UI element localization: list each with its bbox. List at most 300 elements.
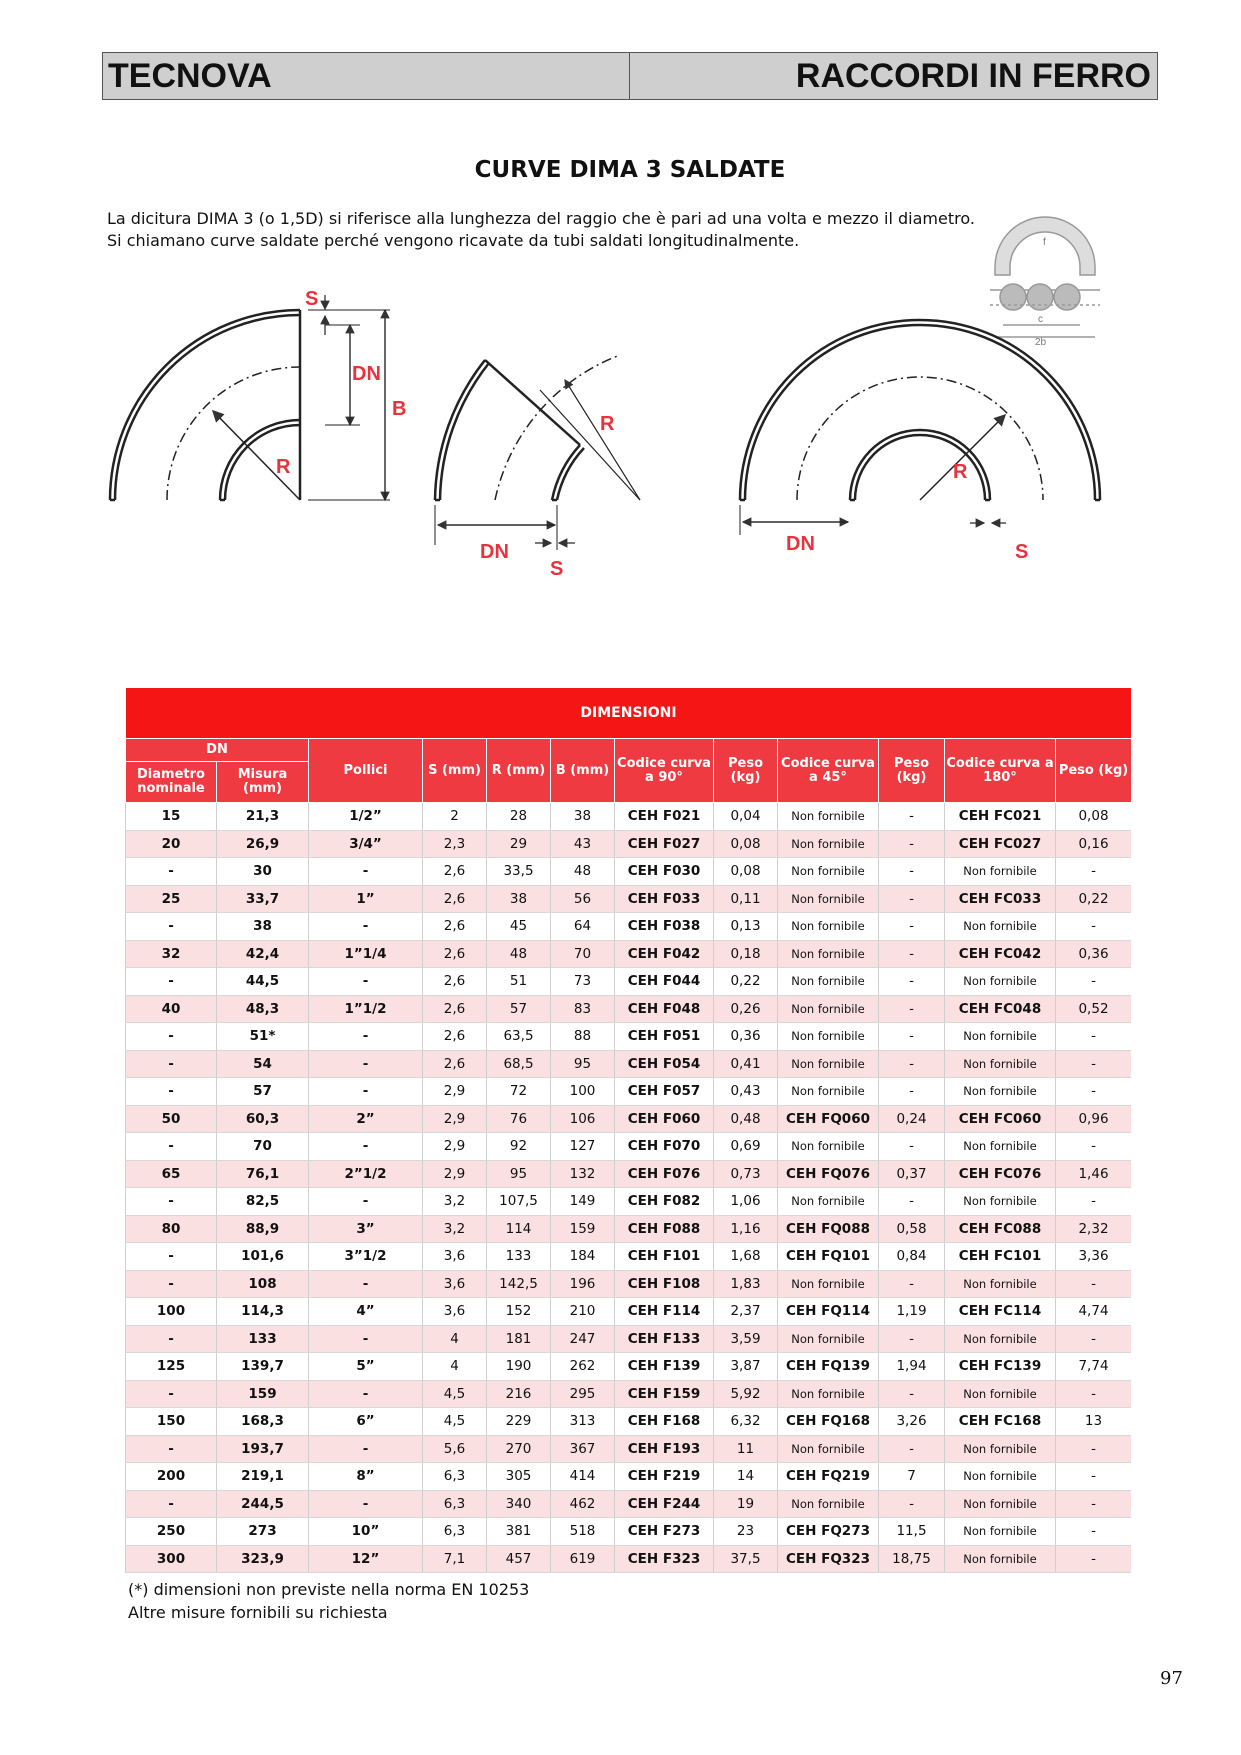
table-cell: 92 xyxy=(487,1133,551,1161)
footnotes xyxy=(128,1578,529,1624)
table-cell: - xyxy=(309,1188,423,1216)
table-cell: 3,6 xyxy=(423,1243,487,1271)
table-cell: Non fornibile xyxy=(945,968,1056,996)
table-cell: - xyxy=(879,913,945,941)
table-cell: 73 xyxy=(551,968,615,996)
table-cell: 0,36 xyxy=(714,1023,778,1051)
table-cell: 0,18 xyxy=(714,940,778,968)
table-cell: CEH F101 xyxy=(615,1243,714,1271)
table-cell: CEH F323 xyxy=(615,1545,714,1573)
table-cell: 150 xyxy=(126,1408,217,1436)
table-cell: Non fornibile xyxy=(778,1133,879,1161)
header-misura: Misura (mm) xyxy=(217,762,309,803)
table-cell: 414 xyxy=(551,1463,615,1491)
table-cell: - xyxy=(1056,913,1132,941)
table-cell: 38 xyxy=(487,885,551,913)
table-cell: 0,41 xyxy=(714,1050,778,1078)
table-cell: 1” xyxy=(309,885,423,913)
table-cell: 4,5 xyxy=(423,1408,487,1436)
table-cell: 0,36 xyxy=(1056,940,1132,968)
table-cell: - xyxy=(309,1023,423,1051)
table-cell: 4” xyxy=(309,1298,423,1326)
table-cell: - xyxy=(1056,858,1132,886)
table-cell: 108 xyxy=(217,1270,309,1298)
table-cell: 168,3 xyxy=(217,1408,309,1436)
table-cell: CEH F133 xyxy=(615,1325,714,1353)
label-dn-180: DN xyxy=(786,533,815,555)
table-cell: CEH F168 xyxy=(615,1408,714,1436)
table-cell: - xyxy=(1056,1518,1132,1546)
header-code-45: Codice curva a 45° xyxy=(778,739,879,803)
table-cell: - xyxy=(879,830,945,858)
table-cell: 133 xyxy=(487,1243,551,1271)
table-cell: 381 xyxy=(487,1518,551,1546)
table-cell: 2,6 xyxy=(423,1023,487,1051)
table-row xyxy=(126,1325,1132,1353)
table-cell: 0,96 xyxy=(1056,1105,1132,1133)
label-s-180: S xyxy=(1015,541,1029,563)
table-cell: Non fornibile xyxy=(778,885,879,913)
table-cell: 2 xyxy=(423,803,487,831)
table-cell: 181 xyxy=(487,1325,551,1353)
table-body xyxy=(126,803,1132,1573)
table-cell: 101,6 xyxy=(217,1243,309,1271)
table-cell: Non fornibile xyxy=(778,1188,879,1216)
table-cell: 70 xyxy=(217,1133,309,1161)
table-cell: 19 xyxy=(714,1490,778,1518)
table-cell: 64 xyxy=(551,913,615,941)
table-cell: 1”1/2 xyxy=(309,995,423,1023)
table-row xyxy=(126,1545,1132,1573)
table-cell: - xyxy=(1056,1545,1132,1573)
table-cell: 8” xyxy=(309,1463,423,1491)
elbow-180-drawing xyxy=(740,320,1100,535)
table-cell: CEH F054 xyxy=(615,1050,714,1078)
table-cell: Non fornibile xyxy=(945,913,1056,941)
table-cell: 38 xyxy=(217,913,309,941)
table-cell: Non fornibile xyxy=(945,1545,1056,1573)
table-cell: - xyxy=(879,1325,945,1353)
table-cell: 0,04 xyxy=(714,803,778,831)
table-cell: 0,84 xyxy=(879,1243,945,1271)
table-cell: 0,52 xyxy=(1056,995,1132,1023)
table-row xyxy=(126,1408,1132,1436)
table-cell: - xyxy=(879,1023,945,1051)
table-cell: 3,2 xyxy=(423,1188,487,1216)
table-cell: - xyxy=(126,1490,217,1518)
table-cell: 50 xyxy=(126,1105,217,1133)
table-cell: Non fornibile xyxy=(778,968,879,996)
table-cell: - xyxy=(1056,1188,1132,1216)
table-cell: CEH FQ076 xyxy=(778,1160,879,1188)
table-cell: 12” xyxy=(309,1545,423,1573)
table-row xyxy=(126,1353,1132,1381)
table-cell: - xyxy=(309,1133,423,1161)
table-cell: Non fornibile xyxy=(945,1380,1056,1408)
table-row xyxy=(126,1188,1132,1216)
table-cell: 250 xyxy=(126,1518,217,1546)
table-cell: - xyxy=(126,1435,217,1463)
page-title: CURVE DIMA 3 SALDATE xyxy=(474,157,786,183)
table-cell: CEH F070 xyxy=(615,1133,714,1161)
table-cell: 0,37 xyxy=(879,1160,945,1188)
table-cell: 2,32 xyxy=(1056,1215,1132,1243)
table-cell: 133 xyxy=(217,1325,309,1353)
table-cell: - xyxy=(879,968,945,996)
table-cell: 76 xyxy=(487,1105,551,1133)
table-cell: CEH FQ060 xyxy=(778,1105,879,1133)
table-cell: 0,13 xyxy=(714,913,778,941)
table-cell: 247 xyxy=(551,1325,615,1353)
table-cell: 2,6 xyxy=(423,913,487,941)
table-cell: 95 xyxy=(551,1050,615,1078)
table-cell: CEH F060 xyxy=(615,1105,714,1133)
table-cell: 262 xyxy=(551,1353,615,1381)
table-cell: 33,5 xyxy=(487,858,551,886)
table-cell: Non fornibile xyxy=(945,1490,1056,1518)
table-cell: 54 xyxy=(217,1050,309,1078)
table-cell: 0,43 xyxy=(714,1078,778,1106)
table-row xyxy=(126,858,1132,886)
table-cell: 11 xyxy=(714,1435,778,1463)
table-cell: 0,69 xyxy=(714,1133,778,1161)
table-cell: 184 xyxy=(551,1243,615,1271)
table-row xyxy=(126,1463,1132,1491)
table-cell: 10” xyxy=(309,1518,423,1546)
table-cell: - xyxy=(1056,1490,1132,1518)
label-s-45: S xyxy=(550,558,564,580)
table-cell: CEH FQ273 xyxy=(778,1518,879,1546)
table-cell: - xyxy=(1056,1023,1132,1051)
table-row xyxy=(126,995,1132,1023)
header-weight-180: Peso (kg) xyxy=(1056,739,1132,803)
table-cell: - xyxy=(1056,1078,1132,1106)
table-cell: - xyxy=(879,858,945,886)
table-cell: 1,19 xyxy=(879,1298,945,1326)
table-cell: 313 xyxy=(551,1408,615,1436)
table-cell: 1”1/4 xyxy=(309,940,423,968)
table-cell: 114,3 xyxy=(217,1298,309,1326)
label-dn-45: DN xyxy=(480,541,509,563)
table-cell: 37,5 xyxy=(714,1545,778,1573)
table-cell: 7,1 xyxy=(423,1545,487,1573)
table-cell: - xyxy=(1056,968,1132,996)
table-cell: - xyxy=(1056,1270,1132,1298)
table-title: DIMENSIONI xyxy=(126,688,1132,739)
table-cell: Non fornibile xyxy=(778,803,879,831)
table-cell: CEH F030 xyxy=(615,858,714,886)
table-cell: 457 xyxy=(487,1545,551,1573)
table-cell: 200 xyxy=(126,1463,217,1491)
brand-name: TECNOVA xyxy=(103,53,630,99)
table-cell: Non fornibile xyxy=(945,1023,1056,1051)
table-cell: 82,5 xyxy=(217,1188,309,1216)
table-cell: 0,48 xyxy=(714,1105,778,1133)
table-cell: - xyxy=(1056,1380,1132,1408)
table-cell: 6” xyxy=(309,1408,423,1436)
table-cell: 125 xyxy=(126,1353,217,1381)
table-cell: CEH F193 xyxy=(615,1435,714,1463)
table-cell: Non fornibile xyxy=(945,1518,1056,1546)
table-cell: 367 xyxy=(551,1435,615,1463)
table-cell: - xyxy=(126,1050,217,1078)
table-cell: - xyxy=(879,885,945,913)
table-cell: 0,73 xyxy=(714,1160,778,1188)
table-cell: - xyxy=(126,1078,217,1106)
table-cell: 619 xyxy=(551,1545,615,1573)
thumb-label-f: f xyxy=(1043,237,1046,248)
page-number: 97 xyxy=(1160,1668,1183,1689)
table-row xyxy=(126,1105,1132,1133)
table-cell: CEH FC168 xyxy=(945,1408,1056,1436)
table-cell: Non fornibile xyxy=(945,858,1056,886)
table-cell: 23 xyxy=(714,1518,778,1546)
table-cell: 5,6 xyxy=(423,1435,487,1463)
table-cell: CEH FC021 xyxy=(945,803,1056,831)
table-cell: 518 xyxy=(551,1518,615,1546)
table-cell: CEH F051 xyxy=(615,1023,714,1051)
table-cell: 159 xyxy=(551,1215,615,1243)
header-code-90: Codice curva a 90° xyxy=(615,739,714,803)
table-cell: 305 xyxy=(487,1463,551,1491)
table-cell: 127 xyxy=(551,1133,615,1161)
table-cell: 142,5 xyxy=(487,1270,551,1298)
table-cell: 229 xyxy=(487,1408,551,1436)
table-cell: CEH F108 xyxy=(615,1270,714,1298)
table-cell: Non fornibile xyxy=(778,1435,879,1463)
table-cell: Non fornibile xyxy=(945,1133,1056,1161)
table-cell: 0,11 xyxy=(714,885,778,913)
table-cell: CEH F044 xyxy=(615,968,714,996)
table-row xyxy=(126,1270,1132,1298)
table-cell: CEH FC042 xyxy=(945,940,1056,968)
table-cell: CEH F159 xyxy=(615,1380,714,1408)
table-row xyxy=(126,1518,1132,1546)
table-cell: 193,7 xyxy=(217,1435,309,1463)
table-cell: - xyxy=(879,1188,945,1216)
table-cell: 13 xyxy=(1056,1408,1132,1436)
table-cell: CEH FQ101 xyxy=(778,1243,879,1271)
table-cell: Non fornibile xyxy=(778,1023,879,1051)
table-cell: - xyxy=(309,1380,423,1408)
table-row xyxy=(126,1243,1132,1271)
table-cell: CEH FC076 xyxy=(945,1160,1056,1188)
table-cell: 2,37 xyxy=(714,1298,778,1326)
table-cell: 152 xyxy=(487,1298,551,1326)
table-cell: CEH FQ323 xyxy=(778,1545,879,1573)
table-cell: 300 xyxy=(126,1545,217,1573)
table-cell: 0,08 xyxy=(714,830,778,858)
table-cell: - xyxy=(309,1490,423,1518)
table-cell: Non fornibile xyxy=(945,1188,1056,1216)
footnote-1: (*) dimensioni non previste nella norma EN 10253 xyxy=(128,1580,530,1599)
header-code-180: Codice curva a 180° xyxy=(945,739,1056,803)
label-r-90: R xyxy=(276,456,291,478)
table-cell: - xyxy=(126,1023,217,1051)
table-cell: 0,08 xyxy=(714,858,778,886)
header-dn: DN xyxy=(126,739,309,762)
table-cell: Non fornibile xyxy=(778,1325,879,1353)
table-cell: - xyxy=(1056,1050,1132,1078)
table-cell: 4 xyxy=(423,1325,487,1353)
table-cell: 29 xyxy=(487,830,551,858)
table-cell: 6,32 xyxy=(714,1408,778,1436)
table-cell: CEH F219 xyxy=(615,1463,714,1491)
table-cell: - xyxy=(126,1133,217,1161)
table-cell: 43 xyxy=(551,830,615,858)
table-cell: 100 xyxy=(551,1078,615,1106)
table-cell: CEH F021 xyxy=(615,803,714,831)
table-cell: Non fornibile xyxy=(778,1078,879,1106)
table-cell: 100 xyxy=(126,1298,217,1326)
table-cell: Non fornibile xyxy=(945,1078,1056,1106)
table-cell: 4 xyxy=(423,1353,487,1381)
table-row xyxy=(126,1023,1132,1051)
section-name: RACCORDI IN FERRO xyxy=(795,56,1151,95)
table-cell: 3,26 xyxy=(879,1408,945,1436)
table-cell: Non fornibile xyxy=(945,1270,1056,1298)
table-row xyxy=(126,968,1132,996)
table-cell: 2,6 xyxy=(423,858,487,886)
thumb-label-c: c xyxy=(1038,314,1043,325)
table-cell: 70 xyxy=(551,940,615,968)
table-cell: - xyxy=(1056,1463,1132,1491)
table-cell: Non fornibile xyxy=(778,830,879,858)
header-r: R (mm) xyxy=(487,739,551,803)
table-cell: Non fornibile xyxy=(778,1270,879,1298)
table-cell: 2,9 xyxy=(423,1133,487,1161)
table-cell: - xyxy=(126,858,217,886)
table-cell: - xyxy=(309,968,423,996)
table-cell: 3,87 xyxy=(714,1353,778,1381)
table-cell: 3,6 xyxy=(423,1270,487,1298)
table-cell: CEH F076 xyxy=(615,1160,714,1188)
table-cell: - xyxy=(879,1490,945,1518)
table-cell: 5” xyxy=(309,1353,423,1381)
table-row xyxy=(126,1490,1132,1518)
table-cell: - xyxy=(879,940,945,968)
table-cell: - xyxy=(1056,1133,1132,1161)
table-cell: 65 xyxy=(126,1160,217,1188)
table-cell: CEH F114 xyxy=(615,1298,714,1326)
table-cell: 14 xyxy=(714,1463,778,1491)
thumbnail-diagram xyxy=(990,217,1100,348)
table-cell: - xyxy=(309,913,423,941)
table-cell: 196 xyxy=(551,1270,615,1298)
thumb-label-2b: 2b xyxy=(1035,337,1047,348)
header-weight-90: Peso (kg) xyxy=(714,739,778,803)
table-cell: 40 xyxy=(126,995,217,1023)
table-cell: 1,46 xyxy=(1056,1160,1132,1188)
table-cell: 3/4” xyxy=(309,830,423,858)
label-r-45: R xyxy=(600,413,615,435)
table-cell: 88 xyxy=(551,1023,615,1051)
table-cell: CEH F139 xyxy=(615,1353,714,1381)
footnote-2: Altre misure fornibili su richiesta xyxy=(128,1603,388,1622)
table-cell: Non fornibile xyxy=(945,1435,1056,1463)
table-cell: 2,9 xyxy=(423,1078,487,1106)
table-cell: 33,7 xyxy=(217,885,309,913)
table-row xyxy=(126,830,1132,858)
table-row xyxy=(126,1133,1132,1161)
table-cell: 25 xyxy=(126,885,217,913)
label-s-90: S xyxy=(305,288,319,310)
table-row xyxy=(126,1435,1132,1463)
table-cell: - xyxy=(126,1380,217,1408)
table-cell: 38 xyxy=(551,803,615,831)
table-cell: 2,3 xyxy=(423,830,487,858)
table-cell: 0,24 xyxy=(879,1105,945,1133)
table-cell: Non fornibile xyxy=(778,940,879,968)
table-cell: Non fornibile xyxy=(945,1050,1056,1078)
table-cell: - xyxy=(309,1325,423,1353)
table-cell: 3”1/2 xyxy=(309,1243,423,1271)
table-cell: 30 xyxy=(217,858,309,886)
intro-line-2: Si chiamano curve saldate perché vengono ricavate da tubi saldati longitudinalmente. xyxy=(107,231,800,250)
table-cell: - xyxy=(309,858,423,886)
table-cell: 219,1 xyxy=(217,1463,309,1491)
table-cell: - xyxy=(309,1435,423,1463)
table-cell: - xyxy=(879,803,945,831)
table-cell: CEH FC048 xyxy=(945,995,1056,1023)
table-cell: 2,6 xyxy=(423,968,487,996)
elbow-90-drawing xyxy=(110,295,390,500)
table-cell: - xyxy=(126,1243,217,1271)
table-cell: 6,3 xyxy=(423,1490,487,1518)
table-cell: - xyxy=(879,995,945,1023)
table-cell: 3” xyxy=(309,1215,423,1243)
label-r-180: R xyxy=(953,461,968,483)
table-cell: CEH F048 xyxy=(615,995,714,1023)
table-row xyxy=(126,940,1132,968)
table-cell: 0,58 xyxy=(879,1215,945,1243)
header-pollici: Pollici xyxy=(309,739,423,803)
table-cell: Non fornibile xyxy=(778,858,879,886)
table-cell: 51* xyxy=(217,1023,309,1051)
table-cell: 63,5 xyxy=(487,1023,551,1051)
table-cell: CEH FQ088 xyxy=(778,1215,879,1243)
table-cell: Non fornibile xyxy=(778,995,879,1023)
table-cell: 0,22 xyxy=(1056,885,1132,913)
table-cell: 2,6 xyxy=(423,940,487,968)
table-cell: 21,3 xyxy=(217,803,309,831)
table-cell: 149 xyxy=(551,1188,615,1216)
table-cell: Non fornibile xyxy=(778,913,879,941)
table-cell: 0,16 xyxy=(1056,830,1132,858)
table-cell: 57 xyxy=(217,1078,309,1106)
table-cell: - xyxy=(126,1325,217,1353)
table-cell: CEH FC060 xyxy=(945,1105,1056,1133)
table-row xyxy=(126,885,1132,913)
table-cell: 32 xyxy=(126,940,217,968)
table-cell: - xyxy=(309,1050,423,1078)
intro-line-1: La dicitura DIMA 3 (o 1,5D) si riferisce alla lunghezza del raggio che è pari ad una volta e mezzo il diametro. xyxy=(107,209,975,228)
table-cell: 3,6 xyxy=(423,1298,487,1326)
table-cell: CEH F038 xyxy=(615,913,714,941)
table-cell: CEH FC139 xyxy=(945,1353,1056,1381)
table-cell: - xyxy=(879,1078,945,1106)
table-cell: 7 xyxy=(879,1463,945,1491)
table-cell: 6,3 xyxy=(423,1463,487,1491)
table-cell: 132 xyxy=(551,1160,615,1188)
table-cell: CEH FC033 xyxy=(945,885,1056,913)
table-cell: 26,9 xyxy=(217,830,309,858)
table-cell: 56 xyxy=(551,885,615,913)
header-weight-45: Peso (kg) xyxy=(879,739,945,803)
table-row xyxy=(126,1050,1132,1078)
table-cell: 48 xyxy=(487,940,551,968)
table-cell: 4,74 xyxy=(1056,1298,1132,1326)
